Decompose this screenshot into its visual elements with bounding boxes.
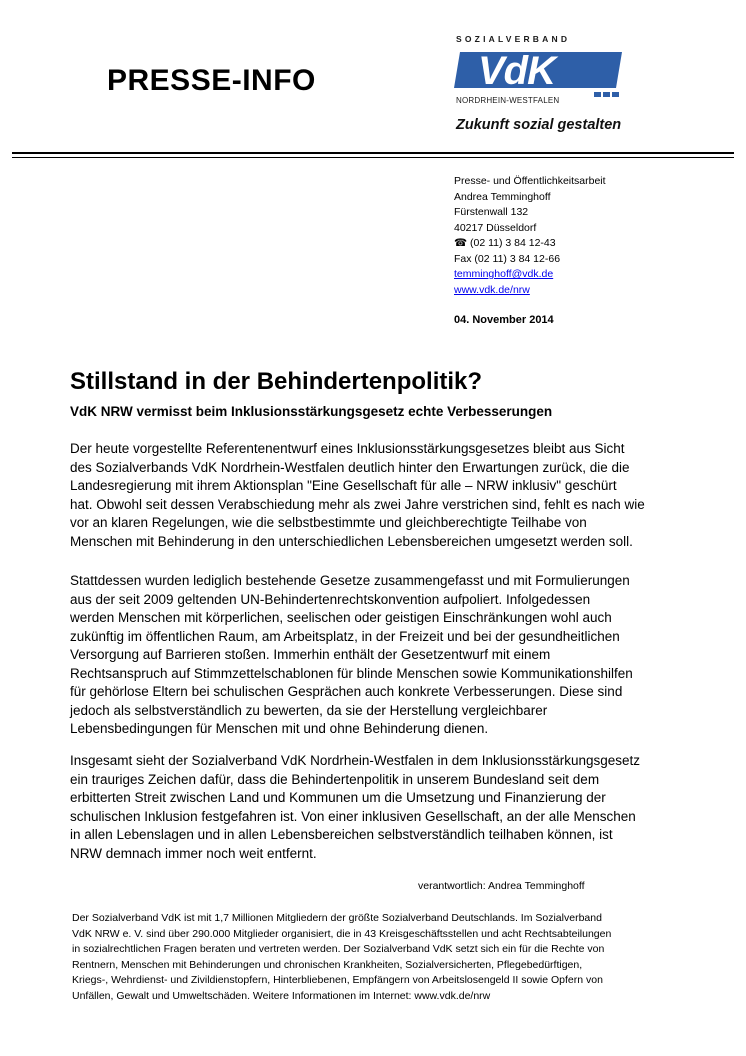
contact-email-link[interactable]: temminghoff@vdk.de: [454, 268, 554, 280]
article-paragraph-2: [70, 572, 690, 739]
text-line: des Sozialverbands VdK Nordrhein-Westfalen deutlich hinter den Erwartungen zurück, die die: [70, 459, 630, 475]
vdk-logo: [452, 34, 624, 134]
text-line: Landesregierung mit ihrem Aktionsplan "Eine Gesellschaft für alle – NRW inklusiv" geschürt: [70, 478, 617, 493]
text-line: Insgesamt sieht der Sozialverband VdK Nordrhein-Westfalen in dem Inklusionsstärkungsgesetz: [70, 753, 641, 768]
text-line: Menschen mit Behinderung in den unterschiedlichen Lebensbereichen umgesetzt werden soll.: [70, 533, 633, 549]
contact-website-link[interactable]: www.vdk.de/nrw: [454, 283, 530, 296]
logo-top-text: SOZIALVERBAND: [456, 34, 571, 44]
header-rule-thin: [12, 157, 734, 158]
page-title: PRESSE-INFO: [107, 64, 316, 97]
logo-brand-text: VdK: [478, 49, 555, 93]
footer-line: Der Sozialverband VdK ist mit 1,7 Millionen Mitgliedern der größte Sozialverband Deutschlands. Im Sozialverband: [72, 912, 602, 924]
contact-fax: Fax (02 11) 3 84 12-66: [454, 252, 561, 265]
text-line: schulischen Inklusion festgefahren ist. Von einer inklusiven Gesellschaft, an der alle Menschen: [70, 808, 636, 824]
contact-street: Fürstenwall 132: [454, 206, 529, 218]
text-line: vor an klaren Regelungen, wie die selbstbestimmte und gleichberechtigte Teilhabe von: [70, 515, 587, 530]
article-paragraph-1: [70, 440, 690, 551]
text-line: NRW demnach immer noch weit entfernt.: [70, 845, 317, 861]
contact-phone: ☎ (02 11) 3 84 12-43: [454, 237, 556, 249]
text-line: Der heute vorgestellte Referentenentwurf eines Inklusionsstärkungsgesetzes bleibt aus Sicht: [70, 441, 625, 456]
release-date: 04. November 2014: [454, 314, 554, 326]
text-line: für gehörlose Eltern bei schulischen Gesprächen auch konkrete Verbesserungen. Diese sind: [70, 684, 623, 699]
contact-name: Andrea Temminghoff: [454, 190, 551, 203]
article-headline: Stillstand in der Behindertenpolitik?: [70, 368, 483, 395]
text-line: hat. Obwohl seit dessen Verabschiedung mehr als zwei Jahre verstrichen sind, fehlt es nach wie: [70, 496, 645, 512]
responsible-note: verantwortlich: Andrea Temminghoff: [418, 880, 585, 892]
text-line: werden Menschen mit körperlichen, seelischen oder geistigen Einschränkungen wohl auch: [70, 610, 612, 625]
footer-about: [72, 911, 697, 1005]
text-line: in allen Lebenslagen und in allen Lebensbereichen selbstverständlich teilhaben können, ist: [70, 827, 613, 842]
header-rule-thick: [12, 152, 734, 154]
text-line: Lebensbedingungen für Menschen mit und ohne Behinderung dienen.: [70, 721, 489, 736]
footer-line: Kriegs-, Wehrdienst- und Zivildienstopfern, Hinterbliebenen, Empfängern von Arbeitslosengeld II sowie Opfern von: [72, 974, 603, 987]
text-line: jedoch als selbstverständlich zu bewerten, da sie der Herstellung vergleichbarer: [70, 702, 548, 718]
text-line: aus der seit 2009 geltenden UN-Behindertenrechtskonvention aufpoliert. Infolgedessen: [70, 591, 591, 607]
text-line: Versorgung auf Barrieren stoßen. Immerhin enthält der Gesetzentwurf mit einem: [70, 647, 551, 662]
logo-slogan: Zukunft sozial gestalten: [456, 117, 622, 133]
text-line: zukünftig im öffentlichen Raum, am Arbeitsplatz, in der Freizeit und bei der gesundheitlichen: [70, 628, 620, 644]
footer-line: Rentnern, Menschen mit Behinderungen und chronischen Krankheiten, Sozialversicherten, Pflegebedürftigen,: [72, 958, 583, 971]
contact-city: 40217 Düsseldorf: [454, 221, 537, 234]
footer-line: VdK NRW e. V. sind über 290.000 Mitglieder organisiert, die in 43 Kreisgeschäftsstellen und acht Rechtsabteilungen: [72, 927, 612, 940]
article-paragraph-3: [70, 752, 690, 863]
contact-block: [454, 174, 606, 298]
contact-department: Presse- und Öffentlichkeitsarbeit: [454, 175, 606, 187]
logo-region: NORDRHEIN-WESTFALEN: [456, 96, 560, 105]
text-line: erbitterten Streit zwischen Land und Kommunen um die Umsetzung und Finanzierung der: [70, 790, 606, 805]
footer-line: in sozialrechtlichen Fragen beraten und vertreten werden. Der Sozialverband VdK setzt sich ein für die Rechte von: [72, 943, 605, 956]
text-line: ein trauriges Zeichen dafür, dass die Behindertenpolitik in unserem Bundesland seit dem: [70, 771, 600, 787]
footer-line: Unfällen, Gewalt und Umweltschäden. Weitere Informationen im Internet: www.vdk.de/nrw: [72, 989, 491, 1002]
logo-mark: [452, 48, 622, 100]
text-line: Rechtsanspruch auf Stimmzettelschablonen für blinde Menschen sowie Kommunikationshilfen: [70, 665, 633, 681]
text-line: Stattdessen wurden lediglich bestehende Gesetze zusammengefasst und mit Formulierungen: [70, 573, 630, 588]
article-subheadline: VdK NRW vermisst beim Inklusionsstärkungsgesetz echte Verbesserungen: [70, 404, 553, 419]
